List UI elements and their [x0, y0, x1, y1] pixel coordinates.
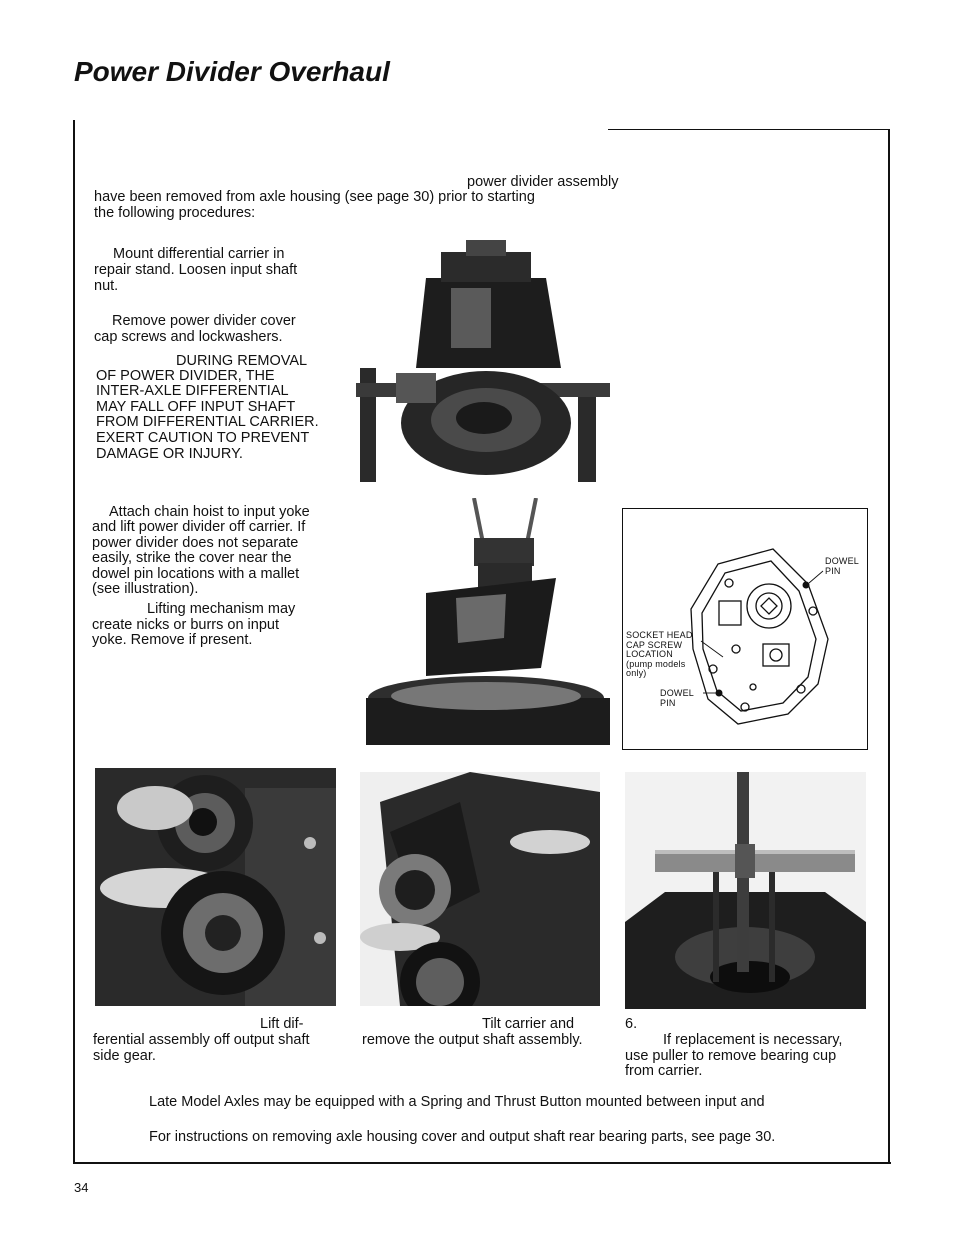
intro-line-2: have been removed from axle housing (see page 30) prior to starting: [94, 189, 535, 205]
step-5-line: remove the output shaft assembly.: [362, 1032, 583, 1048]
intro-line-1: power divider assembly: [467, 174, 619, 190]
photo-carrier-on-stand: [356, 238, 610, 482]
warning-line: DURING REMOVAL: [176, 353, 308, 369]
step-6-number: 6.: [625, 1016, 638, 1032]
frame-border-top: [608, 129, 890, 130]
step-5-line: Tilt carrier and: [482, 1016, 575, 1032]
step-1-line: Mount differential carrier in: [113, 246, 285, 262]
note-3-line: yoke. Remove if present.: [92, 632, 253, 648]
note-axle-housing-cover: For instructions on removing axle housing cover and output shaft rear bearing parts, see page 30.: [149, 1129, 776, 1145]
step-3-line: Attach chain hoist to input yoke: [109, 504, 310, 520]
step-1-line: nut.: [94, 278, 119, 294]
step-2-line: cap screws and lockwashers.: [94, 329, 283, 345]
step-3-line: dowel pin locations with a mallet: [92, 566, 300, 582]
warning-line: OF POWER DIVIDER, THE: [96, 368, 275, 384]
photo-bearing-puller: [625, 772, 866, 1009]
photo-lift-differential: [95, 768, 336, 1006]
photo-tilt-carrier: [360, 772, 600, 1006]
step-3-line: easily, strike the cover near the: [92, 550, 292, 566]
step-3-line: (see illustration).: [92, 581, 199, 597]
frame-border-bottom: [73, 1162, 891, 1164]
warning-line: MAY FALL OFF INPUT SHAFT: [96, 399, 296, 415]
diagram-label-dowel-top: DOWEL PIN: [825, 556, 860, 576]
step-6-line: use puller to remove bearing cup: [625, 1048, 837, 1064]
intro-line-3: the following procedures:: [94, 205, 256, 221]
diagram-label-dowel-bottom: DOWEL PIN: [660, 688, 695, 708]
frame-border-left: [73, 120, 75, 1164]
frame-border-right: [888, 129, 890, 1164]
note-3-line: Lifting mechanism may: [147, 601, 296, 617]
step-3-line: power divider does not separate: [92, 535, 299, 551]
warning-line: EXERT CAUTION TO PREVENT: [96, 430, 310, 446]
step-6-line: from carrier.: [625, 1063, 703, 1079]
warning-line: FROM DIFFERENTIAL CARRIER.: [96, 414, 319, 430]
page-title: Power Divider Overhaul: [74, 56, 390, 87]
page-number: 34: [74, 1180, 89, 1195]
step-3-line: and lift power divider off carrier. If: [92, 519, 306, 535]
dowel-pin-diagram: [622, 508, 868, 750]
warning-line: DAMAGE OR INJURY.: [96, 446, 243, 462]
step-2-line: Remove power divider cover: [112, 313, 296, 329]
step-4-line: ferential assembly off output shaft: [93, 1032, 310, 1048]
step-6-line: If replacement is necessary,: [663, 1032, 843, 1048]
note-late-model-axles: Late Model Axles may be equipped with a Spring and Thrust Button mounted between input and: [149, 1094, 765, 1110]
step-4-line: side gear.: [93, 1048, 156, 1064]
diagram-label-socket-head: SOCKET HEAD CAP SCREW LOCATION (pump models only): [626, 630, 693, 678]
note-3-line: create nicks or burrs on input: [92, 617, 279, 633]
warning-line: INTER-AXLE DIFFERENTIAL: [96, 383, 289, 399]
step-1-line: repair stand. Loosen input shaft: [94, 262, 298, 278]
photo-chain-hoist-lift: [366, 498, 610, 745]
step-4-line: Lift dif-: [260, 1016, 304, 1032]
